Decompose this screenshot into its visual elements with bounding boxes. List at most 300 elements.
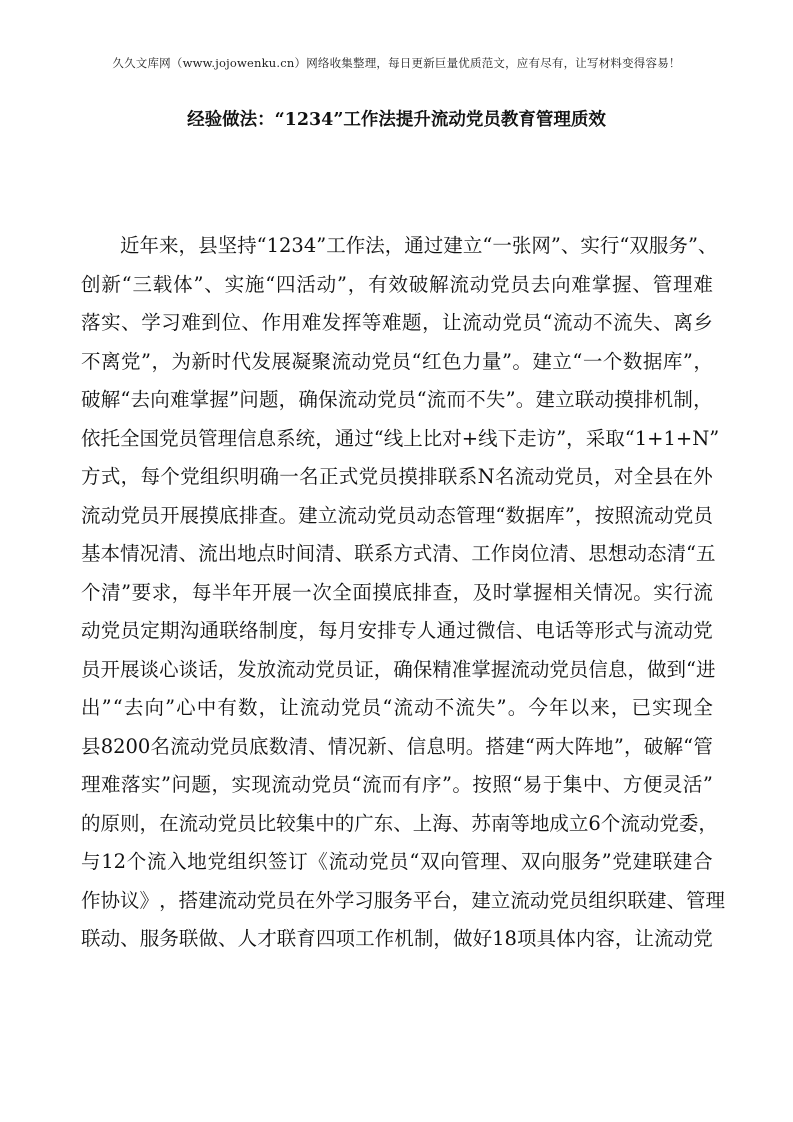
line-glyph: 1+1+N (634, 426, 710, 450)
line-glyph: 三 (132, 272, 152, 296)
line-glyph: 每 (140, 465, 160, 488)
line-glyph: 展 (179, 503, 200, 527)
line-glyph: ” (501, 349, 512, 373)
line-glyph: 现 (672, 696, 693, 719)
line-glyph: 、 (308, 734, 328, 758)
line-glyph: 流 (653, 619, 674, 642)
line-glyph: 实 (580, 234, 600, 257)
line-glyph: 离 (673, 311, 693, 334)
line-glyph: 、 (451, 542, 472, 565)
line-glyph: 立 (568, 811, 589, 835)
line-glyph: ” (505, 388, 516, 411)
line-glyph: 动 (81, 619, 101, 642)
line-glyph: 8200 (100, 734, 151, 758)
line-glyph: 建 (535, 388, 555, 411)
line-glyph: 组 (199, 465, 220, 488)
line-glyph: 话 (198, 657, 218, 681)
line-glyph: 排 (418, 465, 438, 488)
line-glyph: 动 (639, 811, 660, 835)
line-glyph: 想 (607, 542, 628, 565)
paragraph-line (81, 497, 713, 536)
line-glyph: 动 (295, 657, 316, 681)
line-glyph: 、 (218, 927, 238, 950)
line-glyph: 动 (529, 888, 550, 912)
line-glyph: 访 (536, 426, 557, 450)
line-glyph: 况 (139, 542, 160, 565)
line-glyph: 间 (295, 542, 316, 565)
line-glyph: 动 (414, 696, 434, 719)
body-paragraph (81, 227, 726, 959)
line-glyph: 动 (627, 542, 647, 565)
paragraph-line (81, 381, 713, 420)
line-glyph: “ (524, 734, 535, 758)
line-glyph: 难 (571, 272, 591, 296)
line-glyph: ， (278, 388, 299, 411)
line-glyph: 全 (120, 426, 140, 450)
line-glyph: 党 (490, 272, 510, 296)
line-glyph: 党 (612, 850, 632, 873)
line-glyph: 动 (237, 888, 257, 912)
line-glyph: 流 (178, 811, 199, 835)
paragraph-line (81, 420, 720, 459)
line-glyph: 流 (198, 542, 218, 565)
line-glyph: 流 (455, 696, 475, 719)
line-glyph: 具 (536, 927, 557, 950)
line-glyph: 信 (237, 426, 257, 450)
line-glyph: ， (159, 888, 179, 912)
line-glyph: 来 (159, 234, 179, 257)
line-glyph: 管 (455, 503, 476, 527)
line-glyph: 人 (237, 927, 258, 950)
line-glyph: 及 (472, 580, 493, 604)
line-glyph: 离 (101, 349, 121, 373)
line-glyph: 大 (554, 734, 575, 758)
line-glyph: 做 (452, 927, 473, 950)
line-glyph: 通 (404, 234, 424, 257)
line-glyph: 机 (394, 927, 414, 950)
line-glyph: 双 (419, 850, 440, 873)
line-glyph: 已 (631, 696, 651, 719)
line-glyph: 展 (271, 349, 291, 373)
line-glyph: 对 (613, 465, 634, 488)
line-glyph: 不 (81, 349, 101, 373)
line-glyph: 联 (437, 465, 458, 488)
line-glyph: 党 (311, 773, 331, 796)
line-glyph: 流 (361, 773, 382, 796)
line-glyph: 容 (595, 927, 615, 950)
line-glyph: 易 (522, 773, 543, 796)
line-glyph: 理 (480, 850, 501, 873)
line-glyph: 党 (502, 311, 522, 334)
line-glyph: 制 (258, 619, 279, 642)
line-glyph: 信 (588, 657, 608, 681)
line-glyph: 解 (100, 388, 121, 411)
line-glyph: 难 (181, 311, 201, 334)
line-glyph: 息 (607, 657, 628, 681)
line-glyph: 作 (345, 234, 366, 257)
line-glyph: 好 (472, 927, 493, 950)
line-glyph: 县 (198, 234, 218, 257)
line-glyph: ” (496, 696, 507, 719)
line-glyph: 的 (334, 811, 355, 835)
line-glyph: 建 (632, 850, 653, 873)
line-glyph: 失 (476, 696, 496, 719)
line-glyph: 活 (296, 272, 316, 296)
line-glyph: 基 (81, 542, 101, 565)
line-glyph: 灵 (662, 773, 683, 796)
line-glyph: ， (693, 349, 713, 373)
line-glyph: 心 (159, 657, 179, 681)
line-glyph: 问 (239, 388, 259, 411)
line-glyph: 。 (515, 388, 536, 411)
line-glyph: 证 (354, 657, 374, 681)
line-glyph: 、 (334, 542, 355, 565)
line-glyph: 党 (693, 927, 713, 950)
line-glyph: 数 (268, 734, 289, 758)
line-glyph: 体 (556, 927, 576, 950)
line-glyph: 通 (334, 426, 355, 450)
line-glyph: 立 (317, 503, 338, 527)
line-glyph: 过 (456, 619, 476, 642)
line-glyph: 解 (429, 272, 449, 296)
line-glyph: 关 (573, 580, 593, 604)
line-glyph: 党 (159, 426, 179, 450)
line-glyph: + (461, 426, 479, 450)
paragraph-line (81, 805, 718, 844)
line-glyph: 去 (130, 388, 151, 411)
line-glyph: 一 (492, 234, 512, 257)
line-glyph: 才 (257, 927, 277, 950)
line-glyph: 管 (652, 272, 673, 296)
line-glyph: 县 (653, 465, 674, 488)
line-glyph: 数 (622, 349, 643, 373)
line-glyph: 比 (256, 811, 277, 835)
line-glyph: 施 (244, 272, 265, 296)
line-glyph: 新 (191, 349, 211, 373)
line-glyph: 全 (633, 465, 654, 488)
paragraph-line (81, 882, 726, 921)
line-glyph: 过 (423, 234, 444, 257)
line-glyph: 、 (653, 311, 673, 334)
line-glyph: 党 (554, 465, 574, 488)
line-glyph: 动 (291, 773, 311, 796)
line-glyph: 度 (278, 619, 299, 642)
line-glyph: 。 (512, 349, 532, 373)
line-glyph: 员 (229, 734, 249, 758)
line-glyph: 外 (315, 888, 335, 912)
line-glyph: “ (256, 234, 267, 257)
line-glyph: ， (627, 657, 647, 681)
line-glyph: 党 (180, 465, 200, 488)
line-glyph: 方 (81, 465, 101, 488)
line-glyph: 工 (471, 542, 491, 565)
line-glyph: 阵 (574, 734, 594, 758)
line-glyph: 明 (239, 465, 260, 488)
line-glyph: 专 (397, 619, 417, 642)
line-glyph: 精 (432, 657, 452, 681)
line-glyph: 县 (81, 734, 101, 758)
line-glyph: 据 (642, 349, 663, 373)
line-glyph: 、 (204, 272, 224, 296)
line-glyph: 开 (100, 657, 121, 681)
line-glyph: 动 (673, 927, 694, 950)
line-glyph: ， (422, 311, 442, 334)
line-glyph: 员 (120, 619, 141, 642)
line-glyph: “ (542, 311, 553, 334)
line-glyph: ， (433, 927, 453, 950)
paragraph-line (81, 920, 713, 959)
line-glyph: 每 (191, 580, 212, 604)
line-glyph: 织 (607, 888, 628, 912)
line-glyph: 话 (555, 619, 575, 642)
line-glyph: 党 (358, 465, 379, 488)
line-glyph: 落 (121, 773, 141, 796)
line-glyph: 全 (693, 696, 713, 719)
line-glyph: 流 (276, 657, 296, 681)
line-glyph: 不 (466, 388, 486, 411)
line-glyph: ” (556, 426, 567, 450)
line-glyph: 流 (299, 696, 320, 719)
line-glyph: 沟 (179, 619, 200, 642)
line-glyph: 保 (318, 388, 338, 411)
line-glyph: 党 (368, 850, 389, 873)
line-glyph: 党 (673, 503, 694, 527)
line-glyph: ， (298, 619, 318, 642)
paragraph-line (81, 612, 713, 651)
line-glyph: 动 (316, 272, 337, 296)
line-glyph: 摸 (398, 465, 418, 488)
line-glyph: 信 (406, 734, 427, 758)
line-glyph: 员 (522, 311, 542, 334)
line-glyph: 服 (139, 927, 160, 950)
line-glyph: ” (101, 696, 112, 719)
line-glyph: 期 (160, 619, 180, 642)
line-glyph: “ (411, 349, 422, 373)
line-glyph: 建 (298, 503, 318, 527)
line-glyph: “ (112, 696, 123, 719)
line-glyph: 下 (497, 426, 518, 450)
line-glyph: 平 (412, 888, 433, 912)
line-glyph: 破 (643, 734, 664, 758)
line-glyph: 坚 (217, 234, 238, 257)
line-glyph: 年 (139, 234, 160, 257)
line-glyph: 联 (354, 542, 374, 565)
line-glyph: ， (693, 388, 713, 411)
line-glyph: 理 (673, 272, 693, 296)
line-glyph: 照 (492, 773, 512, 796)
line-glyph: 代 (231, 349, 251, 373)
line-glyph: 的 (81, 811, 101, 835)
line-glyph: 落 (81, 311, 101, 334)
line-glyph: 况 (347, 734, 368, 758)
line-glyph: 动 (189, 734, 210, 758)
line-glyph: 动 (416, 503, 436, 527)
line-glyph: 党 (549, 657, 569, 681)
line-glyph: ” (337, 272, 347, 296)
line-glyph: 谈 (178, 657, 199, 681)
line-glyph: 让 (279, 696, 299, 719)
line-glyph: 管 (685, 888, 706, 912)
line-glyph: “ (619, 234, 630, 257)
line-glyph: 态 (646, 542, 667, 565)
line-glyph: 式 (412, 542, 433, 565)
line-glyph: 流 (613, 311, 633, 334)
line-glyph: 查 (432, 580, 453, 604)
line-glyph: 6 (588, 811, 601, 835)
line-glyph: 去 (123, 696, 144, 719)
line-glyph: 破 (408, 272, 429, 296)
line-glyph: 向 (551, 272, 571, 296)
line-glyph: 放 (256, 657, 277, 681)
line-glyph: 务 (393, 888, 413, 912)
line-glyph: 向 (144, 696, 164, 719)
line-glyph: 海 (432, 811, 452, 835)
line-glyph: 上 (412, 811, 433, 835)
line-glyph: 员 (396, 503, 417, 527)
line-glyph: 中 (315, 811, 335, 835)
line-glyph: 来 (590, 696, 610, 719)
line-glyph: 确 (259, 465, 279, 488)
line-glyph: 入 (167, 850, 187, 873)
line-glyph: 人 (416, 619, 437, 642)
line-glyph: 学 (334, 888, 355, 912)
line-glyph: ， (384, 234, 405, 257)
line-glyph: 行 (599, 234, 620, 257)
line-glyph: 掌 (471, 657, 491, 681)
line-glyph: 失 (485, 388, 506, 411)
line-glyph: 党 (315, 657, 335, 681)
line-glyph: 员 (378, 465, 398, 488)
line-glyph: 项 (335, 927, 356, 950)
line-glyph: 动 (573, 311, 593, 334)
line-glyph: 建 (505, 734, 525, 758)
line-glyph: 作 (261, 311, 282, 334)
line-glyph: 党 (341, 696, 361, 719)
line-glyph: 流 (426, 388, 447, 411)
paragraph-line (81, 304, 713, 343)
line-glyph: 员 (574, 465, 594, 488)
line-glyph: 网 (531, 234, 551, 257)
line-glyph: 国 (139, 426, 160, 450)
line-glyph: 、 (120, 927, 140, 950)
line-glyph: 南 (490, 811, 511, 835)
line-glyph: 统 (295, 426, 316, 450)
line-glyph: 难 (101, 773, 121, 796)
line-glyph: 底 (249, 734, 269, 758)
line-glyph: 员 (178, 426, 199, 450)
line-glyph: 量 (481, 349, 502, 373)
line-glyph: 流 (331, 349, 351, 373)
line-glyph: 务 (581, 850, 601, 873)
line-glyph: 制 (413, 927, 434, 950)
line-glyph: “ (624, 426, 635, 450)
line-glyph: 情 (120, 542, 140, 565)
line-glyph: 乡 (693, 311, 713, 334)
line-glyph: 动 (534, 465, 555, 488)
line-glyph: 实 (652, 696, 672, 719)
line-glyph: 力 (461, 349, 482, 373)
line-glyph: 党 (377, 388, 397, 411)
line-glyph: 照 (614, 503, 635, 527)
line-glyph: 东 (373, 811, 394, 835)
line-glyph: 党 (693, 619, 713, 642)
line-glyph: 中 (196, 696, 217, 719)
line-glyph: 展 (272, 580, 292, 604)
line-glyph: 不 (593, 311, 613, 334)
line-glyph: 台 (432, 888, 452, 912)
paragraph-line (81, 227, 718, 266)
paragraph-line (81, 843, 713, 882)
line-glyph: 12 (101, 850, 127, 873)
line-glyph: ” (141, 349, 151, 373)
line-glyph: “ (409, 850, 420, 873)
line-glyph: 地 (187, 850, 207, 873)
line-glyph: 。 (452, 773, 472, 796)
line-glyph: 载 (152, 272, 173, 296)
line-glyph: 等 (574, 619, 595, 642)
line-glyph: 动 (348, 850, 369, 873)
line-glyph: 有 (217, 696, 237, 719)
line-glyph: 让 (634, 927, 655, 950)
line-glyph: 数 (505, 503, 526, 527)
line-glyph: “ (416, 388, 427, 411)
paragraph-line (81, 343, 713, 382)
line-glyph: 清 (101, 580, 121, 604)
line-glyph: ” (564, 503, 575, 527)
line-glyph: 实 (101, 311, 121, 334)
paragraph-line (81, 728, 713, 767)
line-glyph: 求 (151, 580, 172, 604)
line-glyph: 议 (120, 888, 140, 912)
line-glyph: 项 (517, 927, 537, 950)
line-glyph: 一 (292, 580, 312, 604)
line-glyph: 动 (673, 619, 694, 642)
line-glyph: ” (702, 773, 713, 796)
line-glyph: 党 (256, 888, 277, 912)
line-glyph: 等 (361, 311, 382, 334)
line-glyph: 形 (594, 619, 615, 642)
line-glyph: 清 (549, 542, 569, 565)
line-glyph: 难 (301, 311, 322, 334)
line-glyph: 不 (434, 696, 455, 719)
line-glyph: 外 (693, 465, 713, 488)
line-glyph: 双 (520, 850, 541, 873)
line-glyph: ， (258, 696, 279, 719)
line-glyph: “ (572, 349, 583, 373)
line-glyph: 、 (666, 888, 686, 912)
line-glyph: 动 (357, 503, 377, 527)
line-glyph: 谈 (139, 657, 160, 681)
line-glyph: 而 (446, 388, 466, 411)
line-glyph: 题 (402, 311, 422, 334)
line-glyph: 习 (161, 311, 181, 334)
line-glyph: 、 (515, 619, 536, 642)
line-glyph: 流 (146, 850, 167, 873)
line-glyph: 发 (237, 657, 257, 681)
line-glyph: 服 (373, 888, 394, 912)
line-glyph: 党 (549, 888, 569, 912)
line-glyph: 、 (632, 272, 652, 296)
line-glyph: 向 (541, 850, 561, 873)
line-glyph: 摸 (199, 503, 219, 527)
line-glyph: 搭 (485, 734, 505, 758)
line-glyph: 联 (627, 888, 647, 912)
line-glyph: 员 (237, 811, 257, 835)
line-glyph: ” (316, 234, 327, 257)
line-glyph: ” (709, 426, 720, 450)
line-glyph: 务 (159, 927, 179, 950)
line-glyph: 清 (159, 542, 179, 565)
